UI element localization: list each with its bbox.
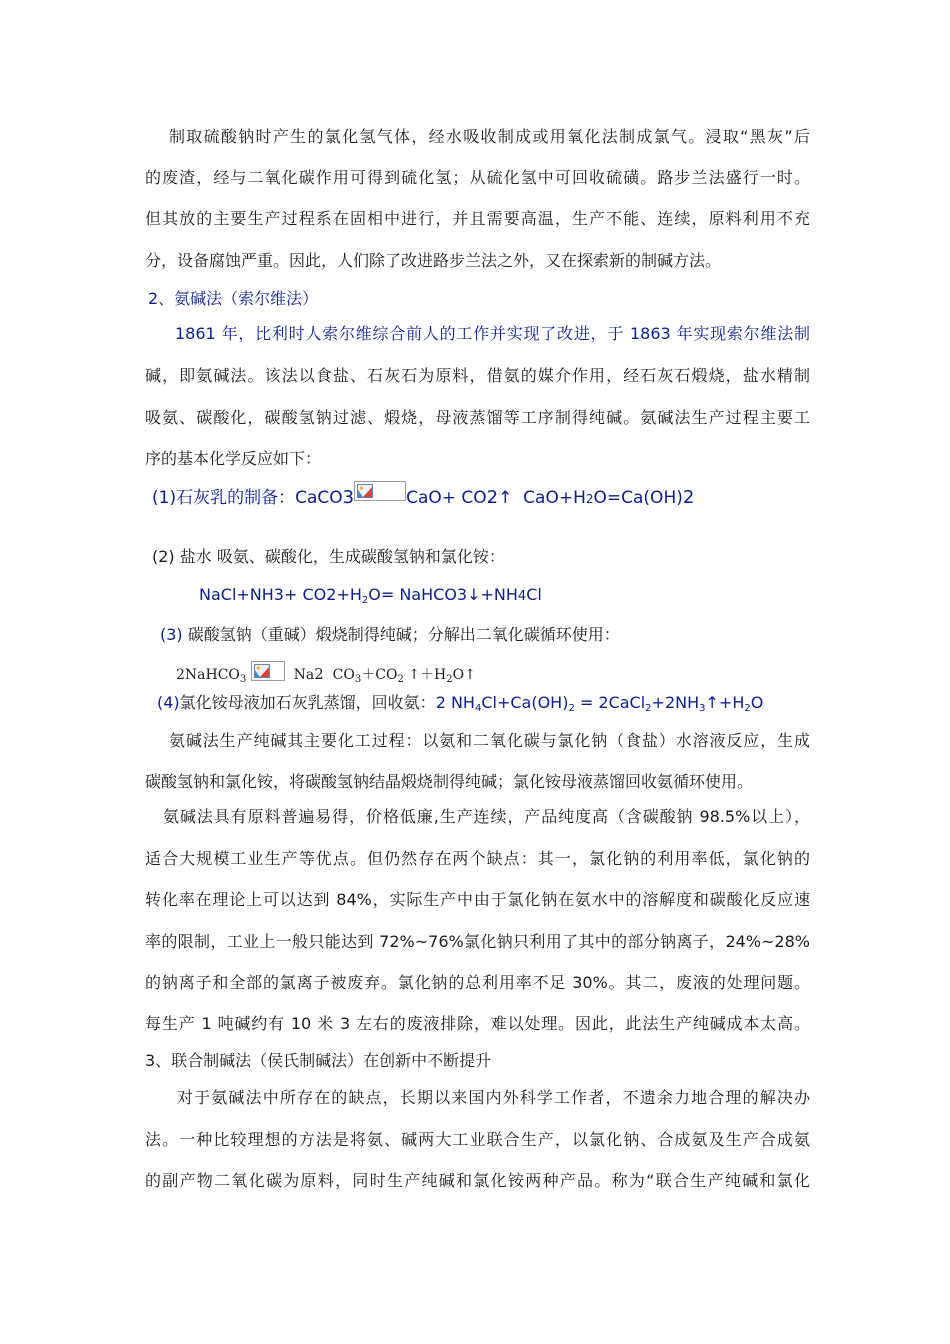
para3-line2: 碳酸氢钠和氯化铵，将碳酸氢钠结晶煅烧制得纯碱；氯化铵母液蒸馏回收氨循环使用。 [145, 772, 754, 791]
heat-arrow-image-placeholder-2 [251, 661, 285, 681]
para1-line4: 分，设备腐蚀严重。因此，人们除了改进路步兰法之外，又在探索新的制碱方法。 [145, 251, 722, 270]
broken-image-icon [357, 484, 373, 498]
para4-line2: 适合大规模工业生产等优点。但仍然存在两个缺点：其一，氯化钠的利用率低，氯化钠的 [145, 849, 810, 868]
reaction-4: (4)氯化铵母液加石灰乳蒸馏，回收氨：2 $NH_4Cl+Ca(OH)_2$ = $2CaCl_2+2NH_3↑+H_2O$ [157, 693, 764, 714]
broken-image-icon [254, 664, 270, 678]
para2-line3: 吸氨、碳酸化，碳酸氢钠过滤、煅烧，母液蒸馏等工序制得纯碱。氨碱法生产过程主要工 [145, 408, 810, 427]
reaction-1: (1)石灰乳的制备：CaCO3 CaO+ CO2↑ CaO+H2O=Ca(OH)2 [152, 485, 817, 512]
para2-line1: 1861 年，比利时人索尔维综合前人的工作并实现了改进，于 1863 年实现索尔维法制 [175, 324, 810, 343]
para5-line1: 对于氨碱法中所存在的缺点，长期以来国内外科学工作者，不遗余力地合理的解决办 [177, 1088, 810, 1107]
heat-arrow-image-placeholder [354, 481, 406, 501]
reaction-3-label: (3) 碳酸氢钠（重碱）煅烧制得纯碱；分解出二氧化碳循环使用： [160, 625, 620, 644]
para4-line1: 氨碱法具有原料普遍易得，价格低廉,生产连续，产品纯度高（含碳酸钠 98.5%以上）， [163, 807, 810, 826]
para1-line3: 但其放的主要生产过程系在固相中进行，并且需要高温，生产不能、连续，原料利用不充 [145, 209, 810, 228]
para4-line4: 率的限制，工业上一般只能达到 72%~76%氯化钠只利用了其中的部分钠离子，24%~28% [145, 932, 810, 951]
section-heading-3: 3、联合制碱法（侯氏制碱法）在创新中不断提升 [145, 1051, 492, 1070]
para4-line5: 的钠离子和全部的氯离子被废弃。氯化钠的总利用率不足 30%。其二，废液的处理问题。 [145, 973, 810, 992]
para5-line3: 的副产物二氧化碳为原料，同时生产纯碱和氯化铵两种产品。称为“联合生产纯碱和氯化 [145, 1171, 810, 1190]
reaction-3-text: 碳酸氢钠（重碱）煅烧制得纯碱；分解出二氧化碳循环使用： [187, 625, 620, 644]
para4-line3: 转化率在理论上可以达到 84%，实际生产中由于氯化钠在氨水中的溶解度和碳酸化反应速 [145, 890, 810, 909]
reaction-4-label-text: 氯化铵母液加石灰乳蒸馏，回收氨： [179, 693, 436, 712]
reaction-2-label: (2) 盐水 吸氨、碳酸化，生成碳酸氢钠和氯化铵： [152, 547, 505, 566]
section-heading-2: 2、氨碱法（索尔维法） [148, 289, 319, 308]
para2-line2: 碱，即氨碱法。该法以食盐、石灰石为原料，借氨的媒介作用，经石灰石煅烧，盐水精制 [145, 366, 810, 385]
para1-line2: 的废渣，经与二氧化碳作用可得到硫化氢；从硫化氢中可回收硫磺。路步兰法盛行一时。 [145, 168, 810, 187]
para4-line6: 每生产 1 吨碱约有 10 米 3 左右的废液排除，难以处理。因此，此法生产纯碱成本太高。 [145, 1014, 810, 1033]
para1-line1: 制取硫酸钠时产生的氯化氢气体，经水吸收制成或用氧化法制成氯气。浸取“黑灰”后 [169, 127, 810, 146]
reaction-3-equation: 2NaHCO$_3$ Na2 $CO_3+CO_2$ $↑+H_2O↑$ [176, 663, 841, 686]
para5-line2: 法。一种比较理想的方法是将氨、碱两大工业联合生产，以氯化钠、合成氨及生产合成氨 [145, 1130, 810, 1149]
reaction-2-equation: NaCl+NH3+ $CO2+H_2O=$ NaHCO3↓+NH4Cl [199, 585, 542, 606]
reaction-1-label: (1)石灰乳的制备： [152, 488, 296, 508]
para3-line1: 氨碱法生产纯碱其主要化工过程：以氨和二氧化碳与氯化钠（食盐）水溶液反应，生成 [169, 731, 810, 750]
para2-line4: 序的基本化学反应如下： [145, 449, 322, 468]
